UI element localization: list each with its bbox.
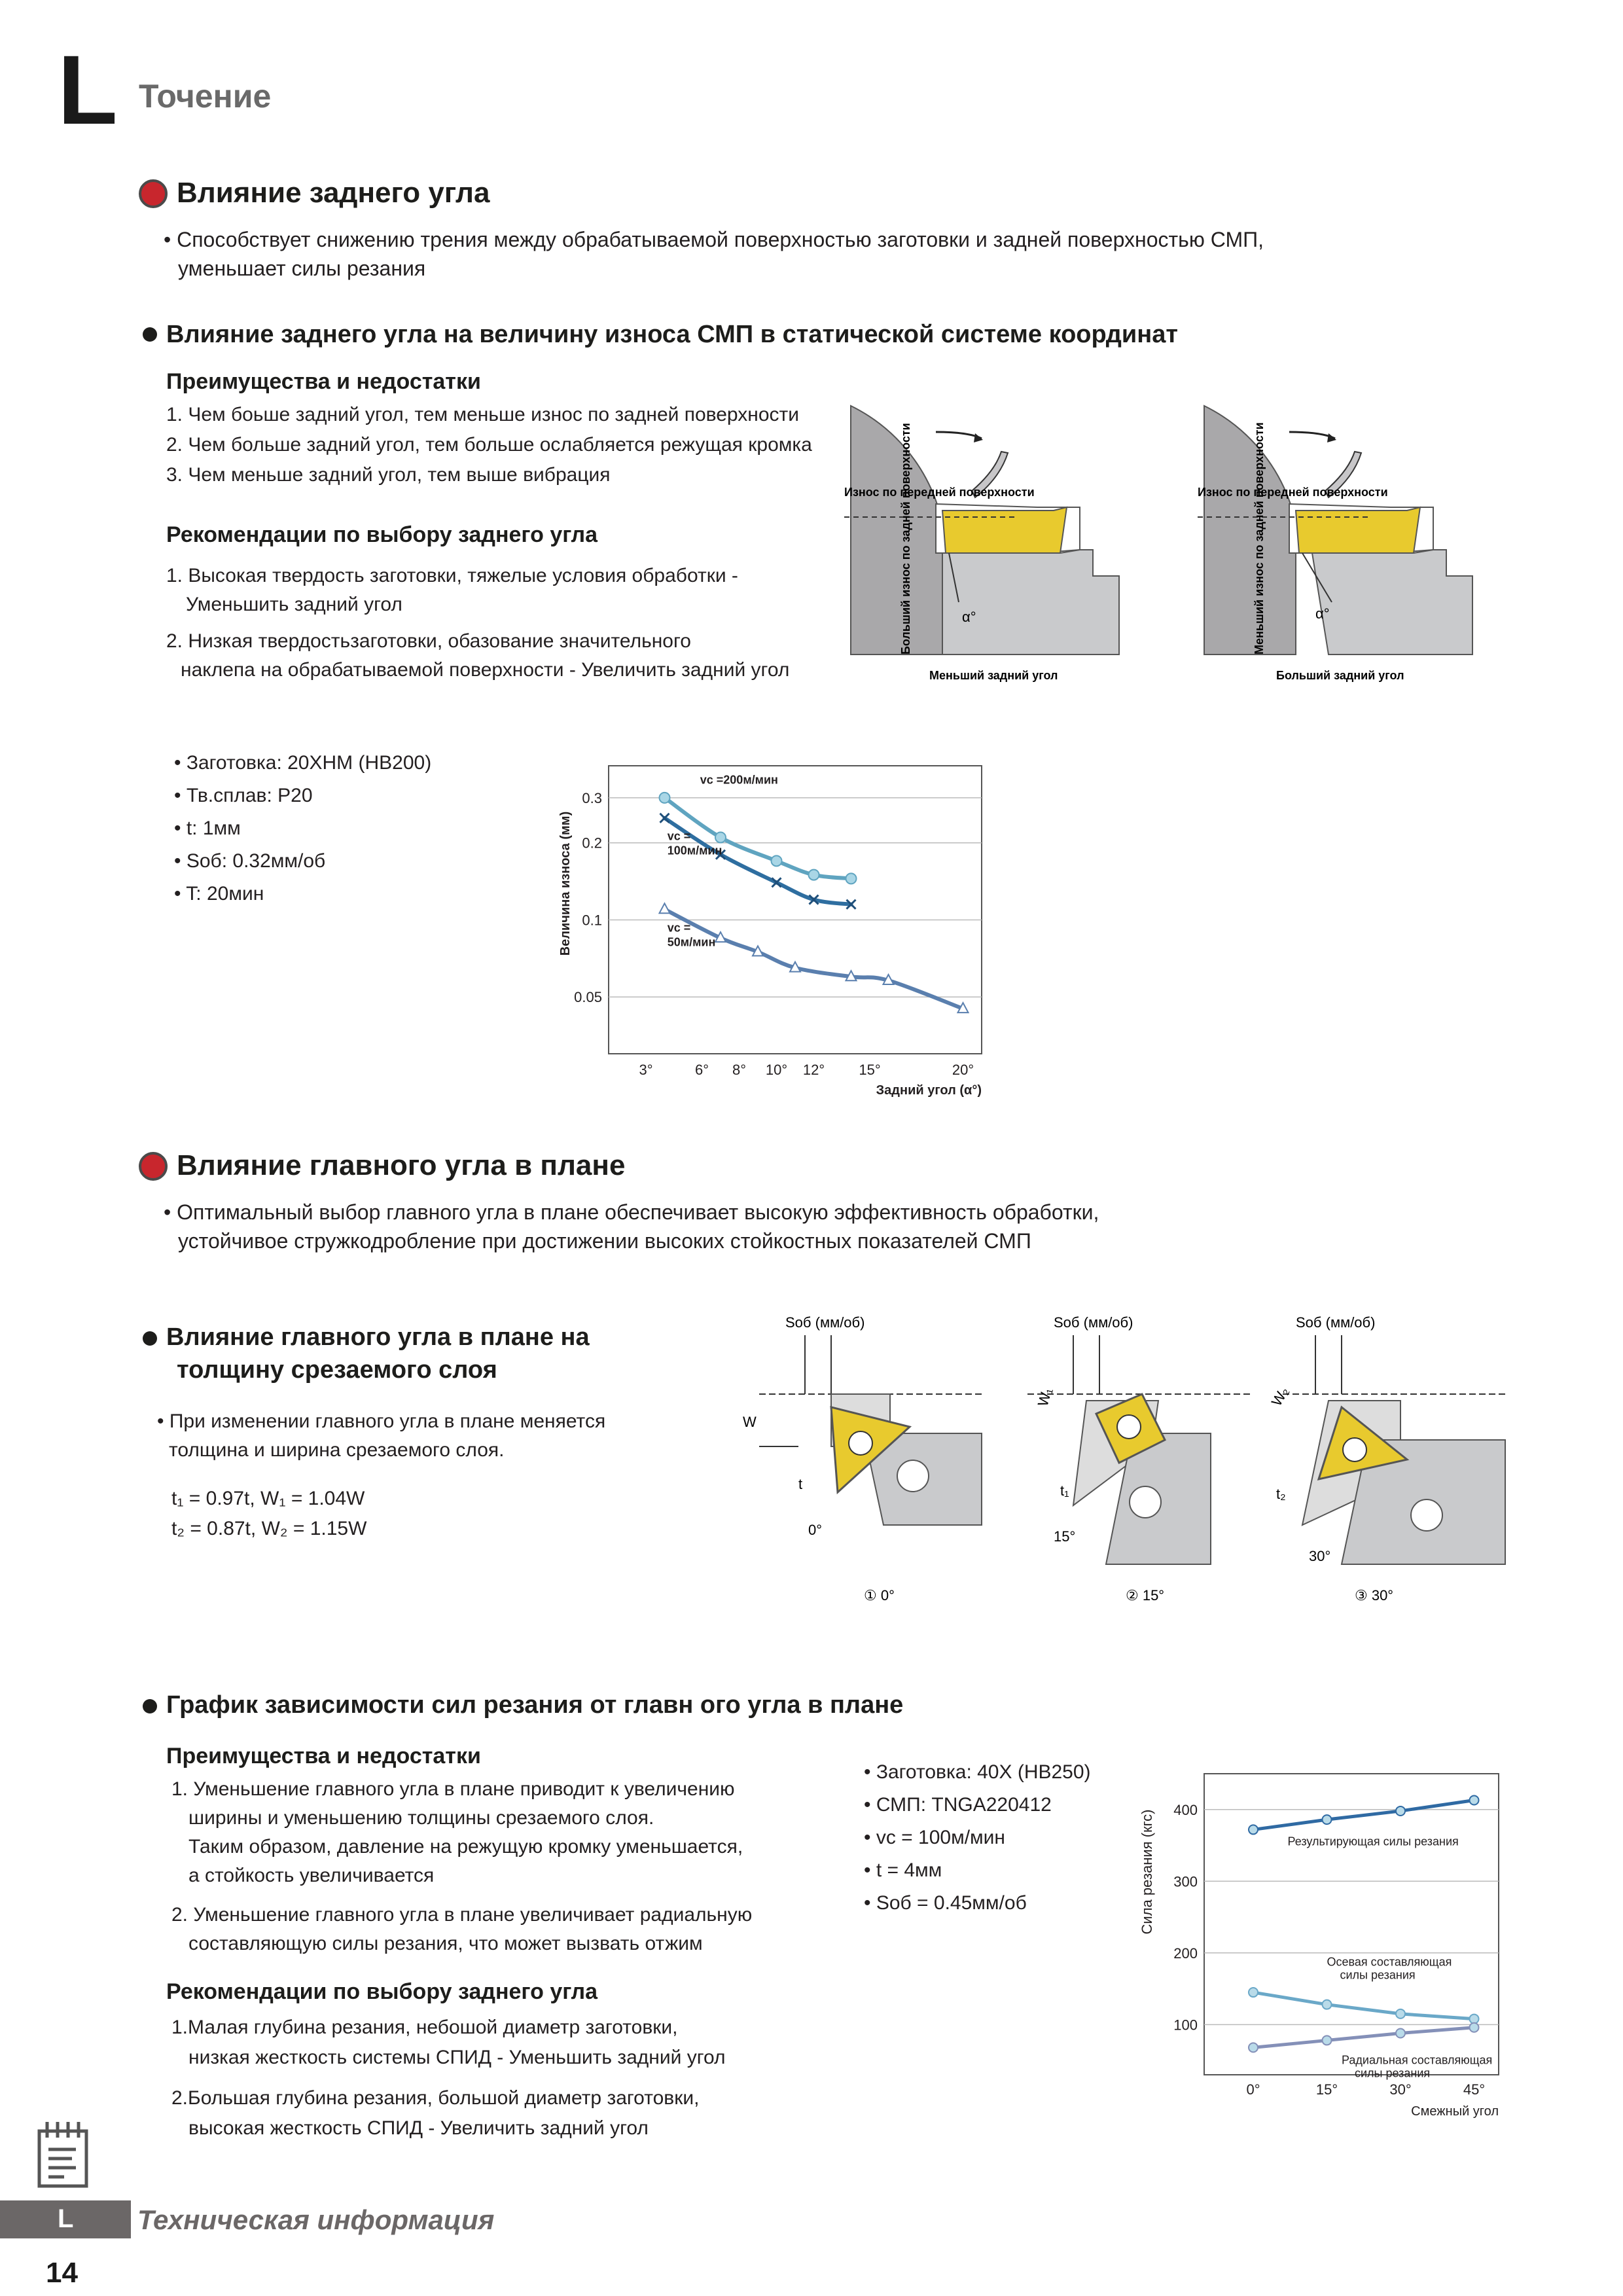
x-tick-label: 3° [639,1062,653,1078]
caption-0: ① 0° [864,1587,895,1604]
alpha-label: α° [1315,605,1330,622]
adv-line: а стойкость увеличивается [188,1865,435,1886]
notebook-icon [35,2118,92,2190]
w1-label: W₁ [1034,1386,1056,1408]
sub2-desc-line1: • При изменении главного угла в плане меняется [157,1410,606,1432]
w-label: W [743,1414,757,1430]
series-label: Осевая составляющая [1327,1955,1452,1969]
t1-label: t₁ [1060,1482,1069,1499]
rec-line: низкая жесткость системы СПИД - Уменьшить задний угол [188,2047,726,2068]
adv-line: составляющую силы резания, что может вызвать отжим [188,1933,703,1954]
angle-15-label: 15° [1054,1528,1076,1545]
caption-large-angle: Больший задний угол [1276,669,1404,682]
section1-intro-line1: • Способствует снижению трения между обрабатываемой поверхностью заготовки и задней поверхностью СМП, [164,228,1264,251]
data-point [660,793,670,803]
y-tick-label: 400 [1173,1801,1198,1818]
data-point [1396,2028,1405,2037]
rec-title: Рекомендации по выбору заднего угла [166,522,598,547]
series-label: Результирующая силы резания [1287,1835,1459,1848]
y-tick-label: 200 [1173,1945,1198,1962]
condition-item: • T: 20мин [174,883,264,905]
data-point [772,855,782,866]
bullet-icon [143,327,157,342]
y-axis-label: Величина износа (мм) [558,811,573,956]
data-point [1396,2009,1405,2018]
sub1-title: Влияние заднего угла на величину износа СМП в статической системе координат [166,321,1178,348]
rec-item: наклепа на обрабатываемой поверхности - Увеличить задний угол [181,659,790,681]
series-label: 100м/мин [667,844,722,857]
condition-item: • Тв.сплав: Р20 [174,785,313,806]
caption-30: ③ 30° [1355,1587,1394,1604]
condition-item: • t: 1мм [174,817,241,839]
condition-item: • vc = 100м/мин [864,1827,1005,1848]
series-label: vc = [667,829,691,843]
front-wear-label: Износ по передней поверхности [844,486,1035,499]
rake-angle-diagrams [844,393,1531,694]
section1-title: Влияние заднего угла [177,177,490,209]
data-point [1323,2000,1332,2009]
adv-line: 1. Уменьшение главного угла в плане приводит к увеличению [171,1778,735,1800]
sob-label: Sоб (мм/об) [1054,1314,1133,1331]
angle-0-label: 0° [808,1522,823,1538]
bullet-icon [143,1331,157,1346]
rec-item: 2. Низкая твердостьзаготовки, обазование значительного [166,630,691,652]
flank-wear-small-label: Больший износ по задней поверхности [899,423,912,655]
diagram-small-angle [844,406,1119,682]
adv-title: Преимущества и недостатки [166,1744,481,1768]
rec-line: 1.Малая глубина резания, небошой диаметр заготовки, [171,2017,678,2038]
data-point [1470,2023,1479,2032]
angle-30-label: 30° [1309,1548,1331,1564]
rec-line: высокая жесткость СПИД - Увеличить задний угол [188,2117,649,2139]
x-tick-label: 30° [1389,2081,1412,2098]
adv-title: Преимущества и недостатки [166,369,481,394]
y-axis-label: Сила резания (кгс) [1139,1809,1155,1935]
rec-item: 1. Высокая твердость заготовки, тяжелые условия обработки - [166,565,738,586]
section2-intro-line2: устойчивое стружкодробление при достижении высоких стойкостных показателей СМП [178,1229,1031,1253]
w2-label: W₂ [1268,1384,1292,1409]
t-label: t [798,1476,803,1492]
insert-diagram-0 [743,1314,982,1604]
x-tick-label: 8° [732,1062,747,1078]
section-arrow-icon [139,1152,168,1181]
y-tick-label: 300 [1173,1873,1198,1890]
sob-label: Sоб (мм/об) [785,1314,865,1331]
section2-intro-line1: • Оптимальный выбор главного угла в плане обеспечивает высокую эффективность обработки, [164,1200,1099,1224]
section1-intro-line2: уменьшает силы резания [178,257,426,280]
x-tick-label: 10° [765,1062,788,1078]
section2-title: Влияние главного угла в плане [177,1149,626,1181]
insert-diagram-15 [1027,1314,1250,1604]
sub2-desc-line2: толщина и ширина срезаемого слоя. [169,1439,505,1461]
series-label: силы резания [1355,2066,1431,2080]
x-axis-label: Смежный угол [1411,2104,1499,2119]
y-tick-label: 0.3 [582,789,602,806]
x-axis-label: Задний угол (α°) [876,1083,982,1098]
series-label: vc =200м/мин [700,773,778,787]
adv-line: 2. Уменьшение главного угла в плане увеличивает радиальную [171,1904,753,1926]
series-label: Радиальная составляющая [1342,2053,1493,2067]
bullet-icon [143,1699,157,1713]
approach-angle-diagrams [733,1309,1538,1623]
rec-item: Уменьшить задний угол [186,594,402,615]
series-label: 50м/мин [667,935,716,949]
adv-line: Таким образом, давление на режущую кромку уменьшается, [188,1836,743,1857]
rec-line: 2.Большая глубина резания, большой диаметр заготовки, [171,2087,700,2109]
data-point [1396,1806,1405,1816]
x-tick-label: 45° [1463,2081,1486,2098]
condition-item: • Sоб = 0.45мм/об [864,1892,1027,1914]
data-point [1249,2043,1258,2052]
front-wear-label: Износ по передней поверхности [1198,486,1388,499]
formula-1: t₁ = 0.97t, W₁ = 1.04W [171,1488,365,1509]
data-point [1470,2015,1479,2024]
section-arrow-icon [139,179,168,208]
t2-label: t₂ [1276,1486,1286,1502]
adv-item: 3. Чем меньше задний угол, тем выше вибрация [166,464,611,486]
data-point [1323,1815,1332,1824]
sub3-title: График зависимости сил резания от главн ого угла в плане [166,1691,904,1719]
data-point [1249,1825,1258,1834]
formula-2: t₂ = 0.87t, W₂ = 1.15W [171,1518,367,1539]
y-tick-label: 100 [1173,2017,1198,2034]
x-tick-label: 12° [802,1062,825,1078]
y-tick-label: 0.1 [582,912,602,929]
x-tick-label: 20° [952,1062,974,1078]
flank-wear-large-label: Меньший износ по задней поверхности [1253,422,1266,655]
condition-item: • СМП: TNGA220412 [864,1794,1052,1816]
insert-diagram-30 [1268,1314,1505,1604]
footer-chapter-tab [0,2200,131,2238]
x-tick-label: 6° [694,1062,709,1078]
data-point [1249,1988,1258,1997]
footer-letter: L [58,2204,74,2233]
chapter-title: Точение [139,78,272,115]
wear-vs-rake-chart [550,746,1008,1113]
condition-item: • t = 4мм [864,1859,942,1881]
x-tick-label: 15° [1315,2081,1338,2098]
data-point [1470,1796,1479,1805]
adv-item: 2. Чем больше задний угол, тем больше ослабляется режущая кромка [166,434,812,456]
condition-item: • Заготовка: 20ХНМ (НВ200) [174,752,432,774]
data-point [1323,2036,1332,2045]
caption-small-angle: Меньший задний угол [929,669,1058,682]
sub2-title-line2: толщину срезаемого слоя [177,1356,497,1384]
rec-title: Рекомендации по выбору заднего угла [166,1979,598,2004]
series-label: vc = [667,921,691,935]
page-number: 14 [46,2257,78,2289]
force-vs-angle-chart [1132,1761,1525,2140]
data-point [715,832,726,842]
adv-line: ширины и уменьшению толщины срезаемого слоя. [188,1807,654,1829]
data-point [809,870,819,880]
x-tick-label: 0° [1246,2081,1260,2098]
condition-item: • Sоб: 0.32мм/об [174,850,326,872]
y-tick-label: 0.2 [582,834,602,852]
alpha-label: α° [962,609,976,625]
data-point [846,873,857,884]
sub2-title-line1: Влияние главного угла в плане на [166,1323,590,1351]
caption-15: ② 15° [1126,1587,1165,1604]
chapter-letter: L [58,35,118,145]
x-tick-label: 15° [859,1062,881,1078]
y-tick-label: 0.05 [574,989,602,1006]
diagram-large-angle [1198,406,1472,682]
adv-item: 1. Чем боьше задний угол, тем меньше износ по задней поверхности [166,404,800,425]
footer-title: Техническая информация [137,2204,495,2235]
series-label: силы резания [1340,1968,1416,1982]
sob-label: Sоб (мм/об) [1296,1314,1376,1331]
condition-item: • Заготовка: 40Х (НВ250) [864,1761,1091,1783]
